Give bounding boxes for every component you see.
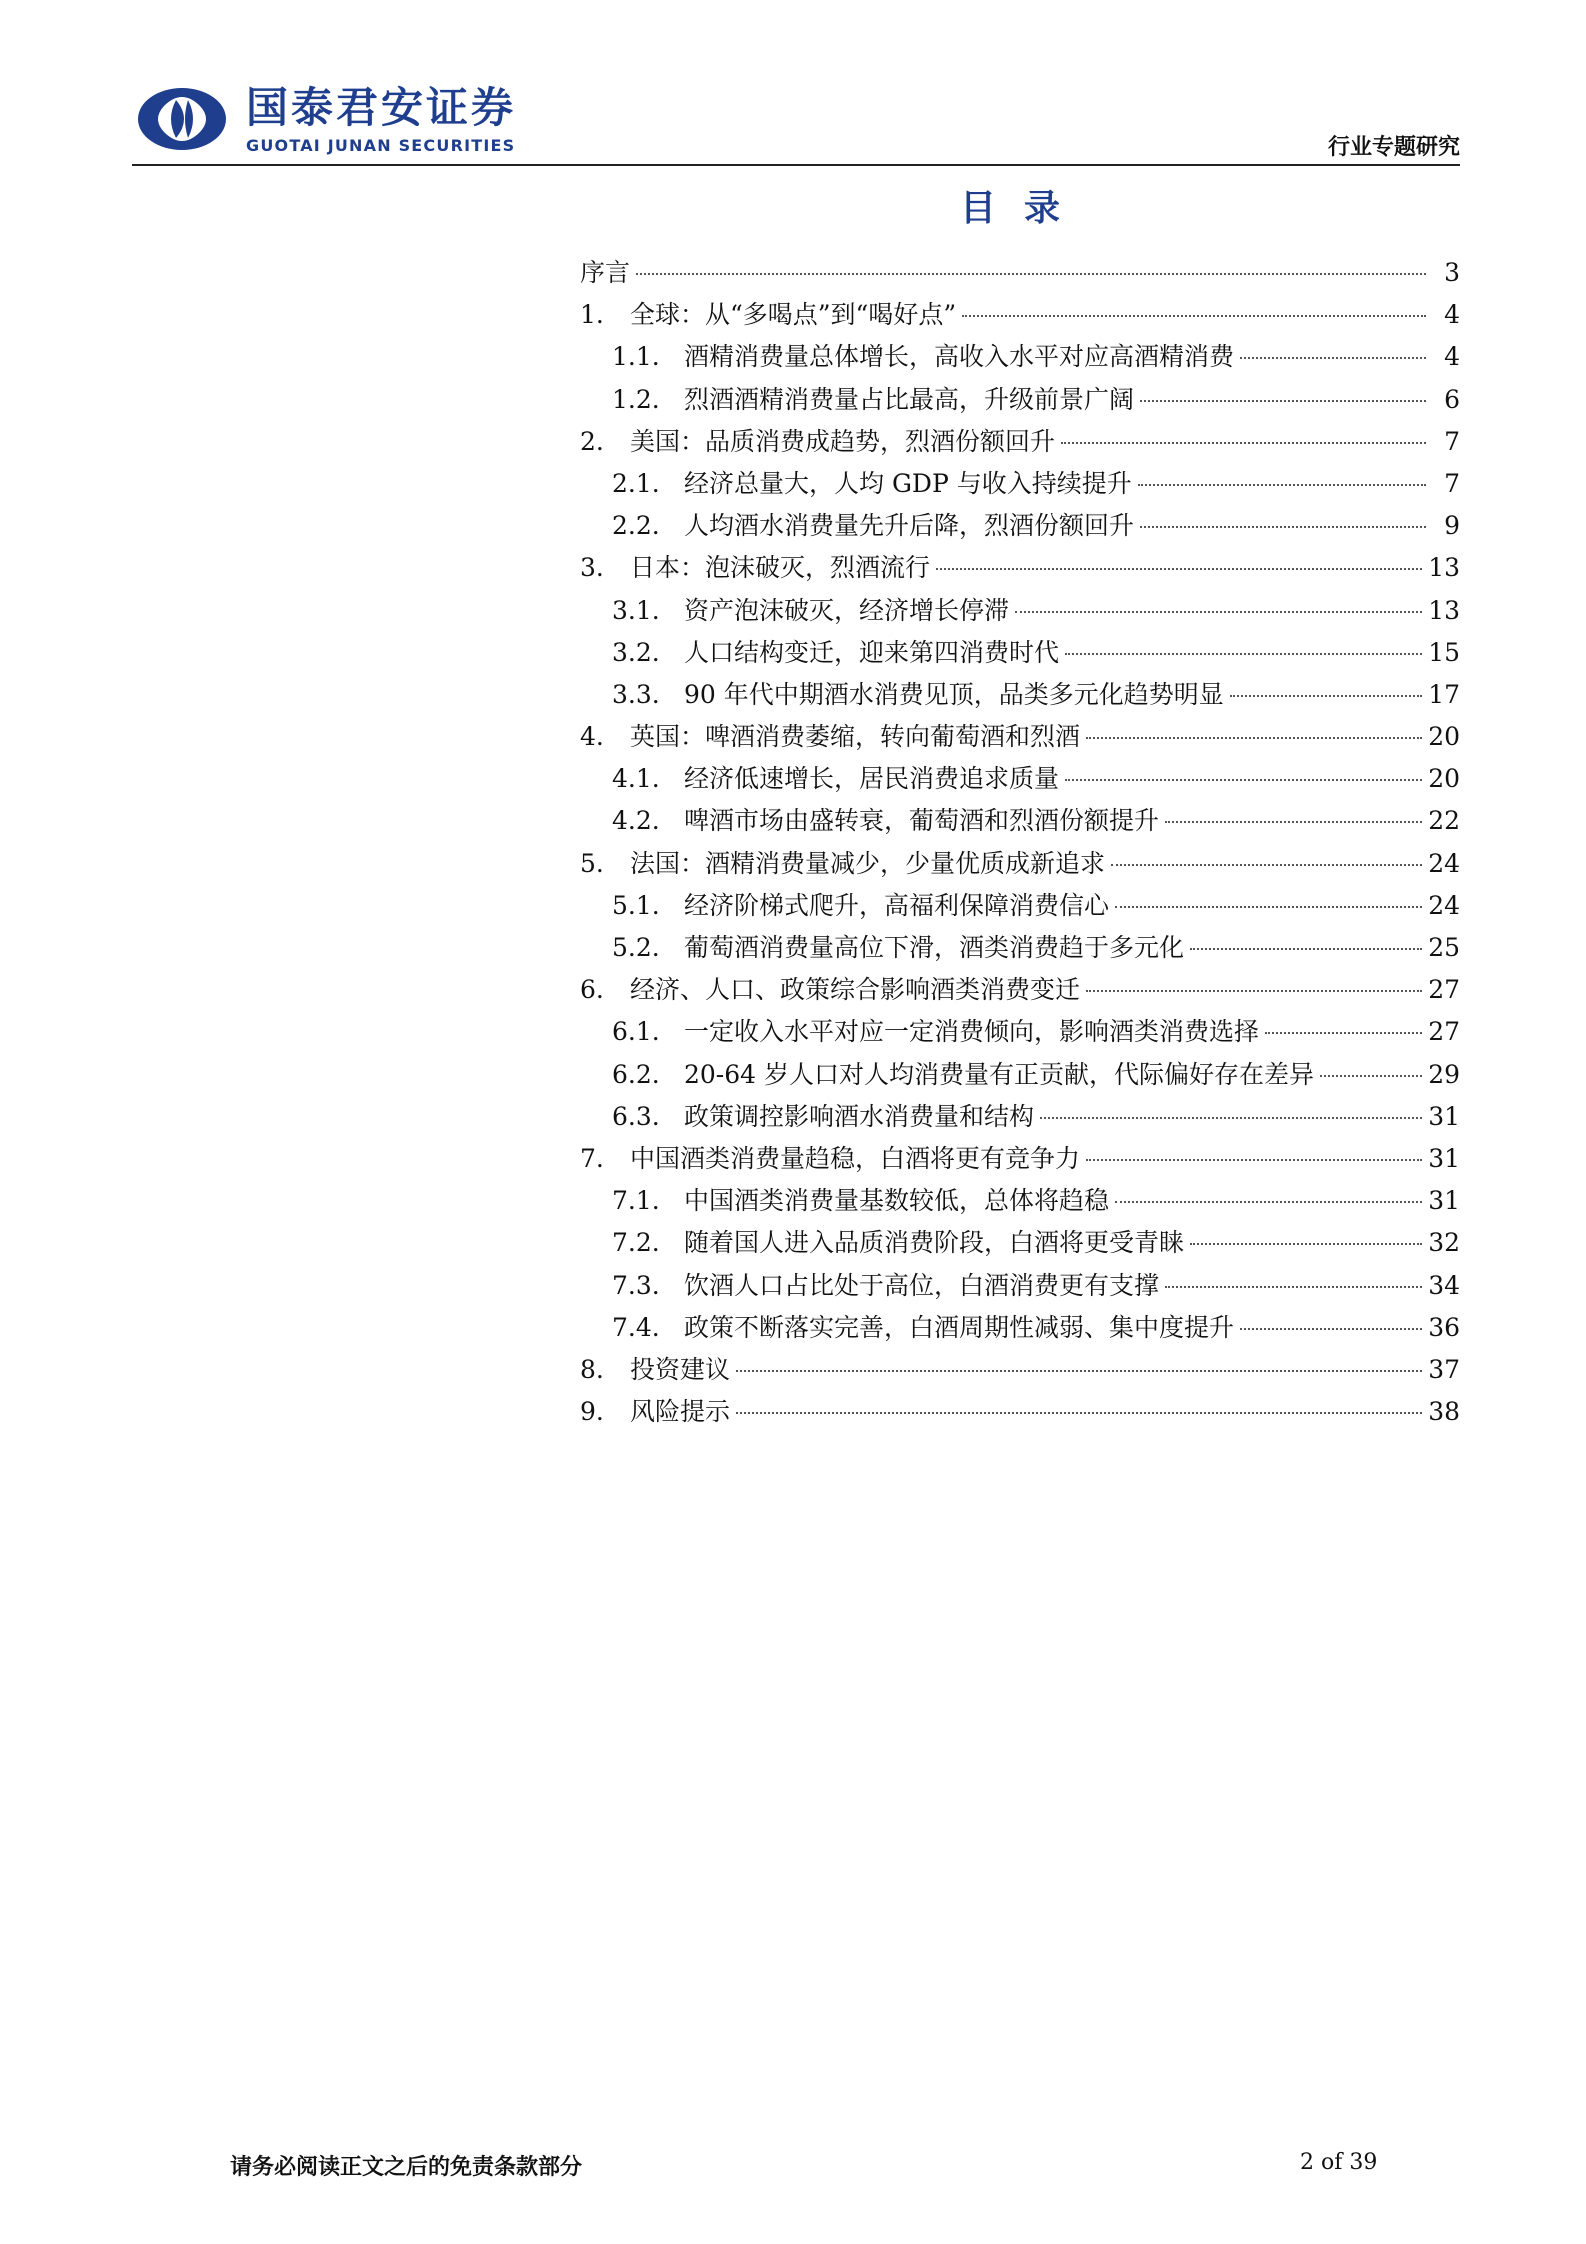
toc-entry-page: 25	[1428, 933, 1460, 962]
toc-dot-leader	[1086, 737, 1422, 739]
toc-entry-title: 资产泡沫破灭，经济增长停滞	[684, 595, 1010, 625]
toc-entry[interactable]	[580, 1391, 1460, 1433]
toc-entry-title: 一定收入水平对应一定消费倾向，影响酒类消费选择	[684, 1017, 1260, 1047]
toc-entry-page: 32	[1428, 1228, 1460, 1258]
toc-entry-number: 3.1.	[612, 595, 660, 625]
toc-dot-leader	[1115, 1201, 1422, 1203]
toc-dot-leader	[1265, 1032, 1422, 1034]
toc-entry-title: 随着国人进入品质消费阶段，白酒将更受青睐	[684, 1228, 1185, 1258]
toc-dot-leader	[1320, 1075, 1422, 1077]
toc-dot-leader	[1165, 1286, 1422, 1288]
toc-dot-leader	[636, 273, 1426, 275]
toc-entry[interactable]	[580, 1180, 1460, 1222]
toc-entry-title: 酒精消费量总体增长，高收入水平对应高酒精消费	[684, 342, 1235, 372]
toc-entry-title: 20-64 岁人口对人均消费量有正贡献，代际偏好存在差异	[684, 1059, 1315, 1089]
toc-entry-number: 6.3.	[612, 1101, 660, 1131]
toc-entry-title: 中国酒类消费量趋稳，白酒将更有竞争力	[630, 1143, 1081, 1173]
toc-entry-page: 24	[1428, 848, 1460, 878]
toc-entry-page: 7	[1444, 468, 1460, 498]
toc-dot-leader	[1065, 779, 1422, 781]
toc-entry-number: 4.	[580, 722, 604, 752]
toc-entry-number: 4.1.	[612, 764, 660, 794]
toc-entry-number: 7.3.	[612, 1270, 660, 1300]
toc-entry-page: 4	[1444, 300, 1460, 330]
toc-entry-number: 3.3.	[612, 679, 660, 709]
page-number: 2 of 39	[1300, 2150, 1378, 2175]
toc-entry[interactable]	[580, 1307, 1460, 1349]
toc-entry-page: 13	[1428, 595, 1460, 625]
toc-dot-leader	[1190, 948, 1422, 950]
toc-entry[interactable]	[580, 716, 1460, 758]
toc-entry[interactable]	[580, 927, 1460, 969]
toc-entry-number: 1.1.	[612, 342, 660, 372]
toc-entry-number: 6.	[580, 975, 604, 1005]
toc-entry-number: 7.1.	[612, 1186, 660, 1216]
toc-entry[interactable]	[580, 758, 1460, 800]
toc-entry-page: 27	[1428, 975, 1460, 1005]
toc-entry-title: 经济阶梯式爬升，高福利保障消费信心	[684, 890, 1110, 920]
toc-entry[interactable]	[580, 1349, 1460, 1391]
toc-dot-leader	[1061, 442, 1426, 444]
toc-entry-number: 7.	[580, 1143, 604, 1173]
toc-dot-leader	[1240, 357, 1426, 359]
toc-entry[interactable]	[580, 969, 1460, 1011]
toc-dot-leader	[1230, 695, 1422, 697]
toc-dot-leader	[1040, 1117, 1422, 1119]
toc-entry-title: 经济低速增长，居民消费追求质量	[684, 764, 1060, 794]
toc-entry[interactable]	[580, 590, 1460, 632]
toc-entry-title: 英国：啤酒消费萎缩，转向葡萄酒和烈酒	[630, 722, 1081, 752]
toc-entry[interactable]	[580, 463, 1460, 505]
toc-entry-number: 7.2.	[612, 1228, 660, 1258]
toc-entry-title: 序言	[580, 258, 631, 287]
toc-entry-title: 法国：酒精消费量减少，少量优质成新追求	[630, 848, 1106, 878]
toc-entry-page: 27	[1428, 1017, 1460, 1047]
toc-entry-title: 葡萄酒消费量高位下滑，酒类消费趋于多元化	[684, 933, 1185, 962]
toc-title: 目录	[959, 188, 1088, 229]
toc-entry-page: 6	[1444, 384, 1460, 414]
toc-dot-leader	[1190, 1243, 1422, 1245]
toc-entry-page: 9	[1444, 511, 1460, 541]
toc-entry[interactable]	[580, 1054, 1460, 1096]
toc-entry-page: 31	[1428, 1186, 1460, 1216]
toc-entry-page: 4	[1444, 342, 1460, 372]
toc-dot-leader	[736, 1370, 1422, 1372]
toc-entry-page: 3	[1444, 258, 1460, 287]
toc-entry[interactable]	[580, 632, 1460, 674]
toc-entry[interactable]	[580, 885, 1460, 927]
toc-entry-title: 90 年代中期酒水消费见顶，品类多元化趋势明显	[684, 679, 1224, 709]
toc-entry-page: 15	[1428, 637, 1460, 667]
toc-entry-title: 政策调控影响酒水消费量和结构	[684, 1101, 1035, 1131]
toc-entry-title: 日本：泡沫破灭，烈酒流行	[630, 553, 931, 583]
toc-entry[interactable]	[580, 421, 1460, 463]
toc-entry-page: 36	[1428, 1312, 1460, 1342]
toc-entry-number: 1.	[580, 300, 604, 330]
toc-entry-title: 经济总量大，人均 GDP 与收入持续提升	[684, 468, 1132, 498]
toc-entry-title: 投资建议	[630, 1354, 731, 1384]
toc-entry-number: 2.2.	[612, 511, 660, 541]
toc-entry-title: 全球：从“多喝点”到“喝好点”	[630, 300, 957, 330]
toc-dot-leader	[1065, 653, 1422, 655]
toc-dot-leader	[1240, 1328, 1422, 1330]
toc-entry-number: 9.	[580, 1397, 604, 1427]
toc-entry[interactable]	[580, 336, 1460, 378]
toc-entry-page: 24	[1428, 890, 1460, 920]
toc-entry-title: 啤酒市场由盛转衰，葡萄酒和烈酒份额提升	[684, 806, 1160, 836]
toc-entry-number: 5.	[580, 848, 604, 878]
logo-en-text: GUOTAI JUNAN SECURITIES	[246, 136, 516, 155]
toc-entry[interactable]	[580, 1265, 1460, 1307]
toc-entry-page: 17	[1428, 679, 1460, 709]
toc-dot-leader	[1165, 821, 1422, 823]
toc-entry-number: 5.2.	[612, 933, 660, 962]
toc-entry-number: 6.1.	[612, 1017, 660, 1047]
toc-entry-page: 22	[1428, 806, 1460, 836]
toc-entry-title: 人均酒水消费量先升后降，烈酒份额回升	[684, 511, 1135, 541]
toc-entry[interactable]	[580, 294, 1460, 336]
toc-entry-number: 8.	[580, 1354, 604, 1384]
toc-entry-number: 1.2.	[612, 384, 660, 414]
toc-entry[interactable]	[580, 252, 1460, 294]
toc-dot-leader	[1138, 484, 1426, 486]
toc-entry-page: 31	[1428, 1101, 1460, 1131]
company-logo	[136, 83, 517, 155]
toc-entry-title: 中国酒类消费量基数较低，总体将趋稳	[684, 1186, 1110, 1216]
toc-entry-number: 6.2.	[612, 1059, 660, 1089]
toc-entry-page: 20	[1428, 764, 1460, 794]
toc-entry[interactable]	[580, 843, 1460, 885]
toc-dot-leader	[1086, 990, 1422, 992]
table-of-contents	[580, 252, 1460, 1433]
report-type-label: 行业专题研究	[1327, 135, 1460, 160]
toc-entry[interactable]	[580, 1138, 1460, 1180]
toc-dot-leader	[962, 315, 1426, 317]
toc-entry-number: 7.4.	[612, 1312, 660, 1342]
logo-mark-icon	[136, 86, 228, 152]
toc-entry[interactable]	[580, 1222, 1460, 1264]
toc-dot-leader	[1115, 906, 1422, 908]
toc-dot-leader	[1086, 1159, 1422, 1161]
toc-entry-page: 34	[1428, 1270, 1460, 1300]
toc-entry-title: 饮酒人口占比处于高位，白酒消费更有支撑	[684, 1270, 1160, 1300]
toc-entry-page: 20	[1428, 722, 1460, 752]
toc-entry-page: 31	[1428, 1143, 1460, 1173]
toc-dot-leader	[1140, 526, 1426, 528]
toc-entry[interactable]	[580, 1096, 1460, 1138]
toc-entry-page: 13	[1428, 553, 1460, 583]
toc-entry-title: 美国：品质消费成趋势，烈酒份额回升	[630, 426, 1056, 456]
toc-entry[interactable]	[580, 800, 1460, 842]
toc-entry[interactable]	[580, 505, 1460, 547]
disclaimer-note: 请务必阅读正文之后的免责条款部分	[230, 2155, 583, 2180]
logo-cn-text: 国泰君安证券	[246, 83, 517, 132]
toc-entry-number: 2.	[580, 426, 604, 456]
toc-entry-title: 经济、人口、政策综合影响酒类消费变迁	[630, 975, 1081, 1005]
toc-dot-leader	[1111, 864, 1422, 866]
toc-dot-leader	[736, 1412, 1422, 1414]
toc-entry-number: 5.1.	[612, 890, 660, 920]
toc-entry-title: 烈酒酒精消费量占比最高，升级前景广阔	[684, 384, 1135, 414]
toc-entry-number: 2.1.	[612, 468, 660, 498]
toc-dot-leader	[1140, 400, 1426, 402]
toc-dot-leader	[936, 568, 1422, 570]
toc-entry[interactable]	[580, 1011, 1460, 1053]
toc-entry-title: 人口结构变迁，迎来第四消费时代	[684, 637, 1060, 667]
toc-entry-number: 4.2.	[612, 806, 660, 836]
toc-entry-number: 3.	[580, 553, 604, 583]
toc-dot-leader	[1015, 611, 1422, 613]
page-header	[132, 83, 1460, 166]
toc-entry-page: 29	[1428, 1059, 1460, 1089]
toc-entry-page: 7	[1444, 426, 1460, 456]
toc-entry-title: 政策不断落实完善，白酒周期性减弱、集中度提升	[684, 1312, 1235, 1342]
toc-entry-number: 3.2.	[612, 637, 660, 667]
header-divider	[132, 164, 1460, 166]
toc-entry[interactable]	[580, 674, 1460, 716]
toc-entry[interactable]	[580, 547, 1460, 589]
toc-entry-page: 37	[1428, 1354, 1460, 1384]
toc-entry-page: 38	[1428, 1397, 1460, 1427]
toc-entry-title: 风险提示	[630, 1397, 731, 1427]
toc-entry[interactable]	[580, 379, 1460, 421]
